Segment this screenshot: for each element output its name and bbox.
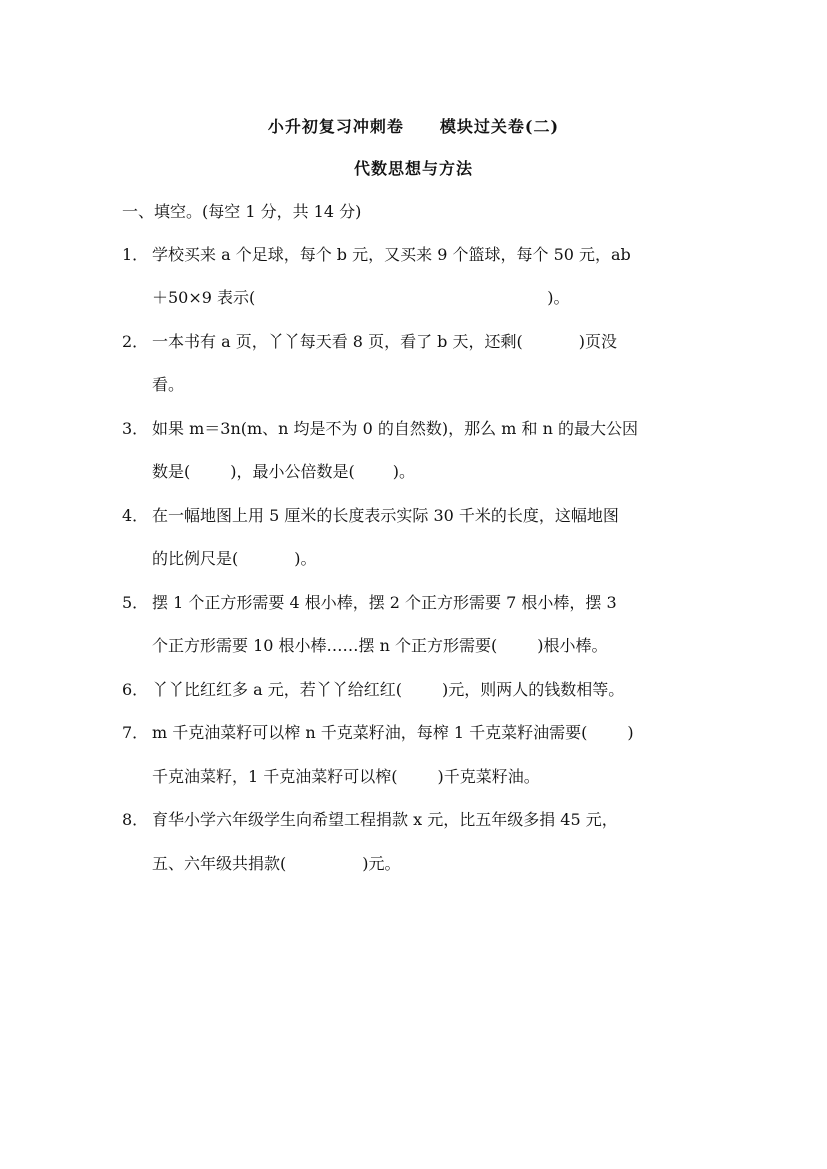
- question-3-line-2: [152, 459, 415, 482]
- question-text: 的比例尺是(: [152, 549, 239, 568]
- question-8-line-2: [152, 851, 401, 874]
- question-text: )。: [294, 549, 317, 568]
- question-text: 如果 m＝3n(m、n 均是不为 0 的自然数)，那么 m 和 n 的最大公因: [152, 419, 638, 438]
- question-text: 一本书有 a 页，丫丫每天看 8 页，看了 b 天，还剩(: [152, 332, 523, 351]
- section-heading: 一、填空。(每空 1 分，共 14 分): [122, 202, 362, 221]
- question-text: 育华小学六年级学生向希望工程捐款 x 元，比五年级多捐 45 元，: [152, 810, 618, 829]
- question-text: )根小棒。: [537, 636, 608, 655]
- question-text: )千克菜籽油。: [437, 767, 540, 786]
- question-number: 2．: [122, 332, 149, 351]
- question-text: 个正方形需要 10 根小棒……摆 n 个正方形需要(: [152, 636, 498, 655]
- question-text: m 千克油菜籽可以榨 n 千克菜籽油，每榨 1 千克菜籽油需要(: [152, 723, 588, 742]
- title-part2: 模块过关卷(二): [439, 117, 560, 136]
- question-7-line-2: [152, 764, 540, 787]
- question-text: 看。: [152, 375, 185, 394]
- question-text: )，最小公倍数是(: [230, 462, 355, 481]
- question-3-line-1: [122, 416, 638, 439]
- page-subtitle: 代数思想与方法: [353, 159, 473, 178]
- question-text: )元。: [362, 854, 401, 873]
- page-title: [0, 114, 827, 137]
- question-number: 3．: [122, 419, 149, 438]
- question-5-line-1: [122, 590, 617, 613]
- question-number: 1．: [122, 245, 149, 264]
- question-text: )。: [547, 288, 570, 307]
- question-text: 五、六年级共捐款(: [152, 854, 287, 873]
- question-7-line-1: [122, 720, 634, 743]
- title-part1: 小升初复习冲刺卷: [267, 117, 404, 136]
- question-text: 学校买来 a 个足球，每个 b 元，又买来 9 个篮球，每个 50 元，ab: [152, 245, 631, 264]
- question-8-line-1: [122, 807, 618, 830]
- question-1-line-1: [122, 242, 631, 265]
- question-text: 数是(: [152, 462, 191, 481]
- question-number: 5．: [122, 593, 149, 612]
- question-number: 7．: [122, 723, 149, 742]
- question-number: 4．: [122, 506, 149, 525]
- question-text: 在一幅地图上用 5 厘米的长度表示实际 30 千米的长度，这幅地图: [152, 506, 619, 525]
- question-number: 6．: [122, 680, 149, 699]
- question-text: 丫丫比红红多 a 元，若丫丫给红红(: [152, 680, 402, 699]
- question-text: ＋50×9 表示(: [152, 288, 256, 307]
- question-2-line-2: [152, 372, 184, 395]
- question-5-line-2: [152, 633, 608, 656]
- question-text: 千克油菜籽，1 千克油菜籽可以榨(: [152, 767, 398, 786]
- question-1-line-2: [152, 285, 570, 308]
- question-text: )页没: [578, 332, 617, 351]
- question-text: 摆 1 个正方形需要 4 根小棒，摆 2 个正方形需要 7 根小棒，摆 3: [152, 593, 617, 612]
- question-number: 8．: [122, 810, 149, 829]
- question-4-line-1: [122, 503, 619, 526]
- question-6-line-1: [122, 677, 624, 700]
- question-text: )。: [392, 462, 415, 481]
- question-2-line-1: [122, 329, 617, 352]
- question-4-line-2: [152, 546, 317, 569]
- question-text: )元，则两人的钱数相等。: [441, 680, 625, 699]
- question-text: ): [627, 723, 634, 742]
